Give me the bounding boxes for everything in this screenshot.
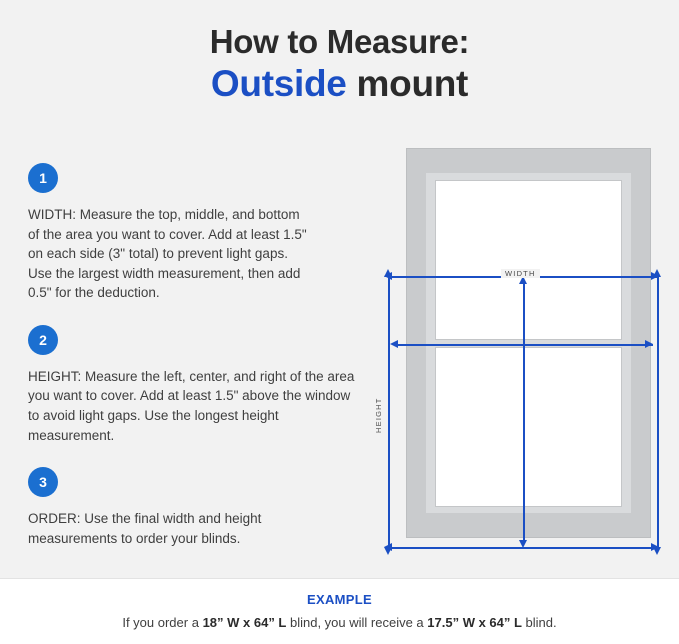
step-body-1: Measure the top, middle, and bottom of the area you want to cover. Add at least 1.5" on each side (3" total) to prevent light gaps. Use the largest width measurement, then add 0.5" for the deduction. xyxy=(28,207,307,301)
step-badge-1: 1 xyxy=(28,163,58,193)
example-footer xyxy=(0,578,679,644)
steps-list xyxy=(28,163,368,564)
step-body-3: Use the final width and height measurements to order your blinds. xyxy=(28,511,262,546)
step-badge-3: 3 xyxy=(28,467,58,497)
step-label-3: ORDER: xyxy=(28,511,81,527)
height-measure-line-left xyxy=(388,276,390,548)
title-accent-word: Outside xyxy=(210,62,347,104)
height-arrow-up-right xyxy=(653,269,661,277)
width-axis-label: WIDTH xyxy=(501,269,540,278)
step-item-2 xyxy=(28,325,368,445)
height-axis-label: HEIGHT xyxy=(374,393,383,437)
example-received-size: 17.5” W x 64” L xyxy=(427,615,522,630)
title-line-2 xyxy=(0,63,679,104)
example-heading: EXAMPLE xyxy=(307,592,372,607)
step-item-1 xyxy=(28,163,368,303)
width-arrow-right-middle xyxy=(645,340,653,348)
height-arrow-up-left xyxy=(384,269,392,277)
step-text-1 xyxy=(28,205,313,303)
step-badge-2: 2 xyxy=(28,325,58,355)
height-measure-line-center xyxy=(523,283,525,541)
example-middle: blind, you will receive a xyxy=(286,615,428,630)
window-diagram xyxy=(374,135,665,560)
height-arrow-down-center xyxy=(519,540,527,548)
example-suffix: blind. xyxy=(521,615,557,630)
page-title xyxy=(0,24,679,104)
window-pane-bottom xyxy=(435,347,622,507)
title-line-1: How to Measure: xyxy=(209,23,470,60)
height-arrow-down-right xyxy=(653,547,661,555)
window-pane-top xyxy=(435,180,622,340)
example-text xyxy=(0,615,679,630)
step-item-3 xyxy=(28,467,368,548)
title-rest-word: mount xyxy=(346,62,469,104)
height-arrow-down-left xyxy=(384,547,392,555)
step-label-1: WIDTH: xyxy=(28,207,76,222)
width-measure-line-middle xyxy=(394,344,653,346)
height-measure-line-right xyxy=(657,276,659,548)
width-arrow-left-middle xyxy=(390,340,398,348)
step-text-3 xyxy=(28,509,328,548)
example-prefix: If you order a xyxy=(122,615,203,630)
step-body-2: Measure the left, center, and right of the area you want to cover. Add at least 1.5" above the window to avoid light gaps. Use the longest height measurement. xyxy=(28,368,355,443)
step-label-2: HEIGHT: xyxy=(28,368,82,384)
example-order-size: 18” W x 64” L xyxy=(202,615,287,630)
step-text-2 xyxy=(28,367,358,445)
